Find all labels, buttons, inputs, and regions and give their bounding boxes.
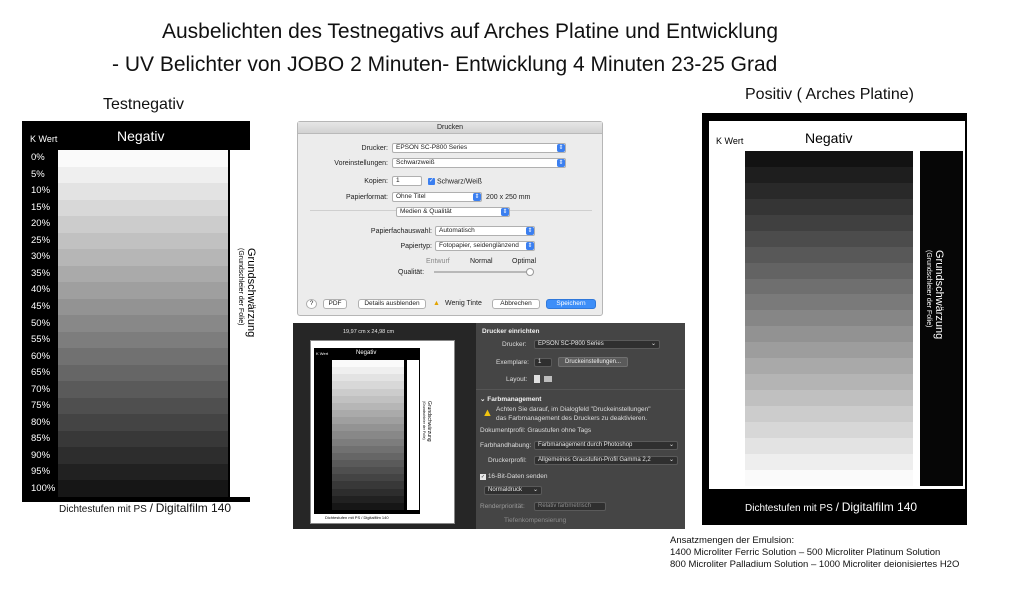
gray-step — [332, 389, 404, 396]
gray-step — [745, 263, 913, 279]
feed-select[interactable]: Automatisch ⇕ — [435, 226, 535, 236]
depth-comp-checkbox[interactable]: Tiefenkompensierung — [504, 517, 567, 524]
handling-label: Farbhandhabung: — [480, 442, 532, 449]
mini-step-wedge — [332, 360, 404, 510]
gray-step — [58, 150, 228, 167]
kwert-label: K Wert — [30, 134, 58, 144]
gray-step — [745, 438, 913, 454]
save-button[interactable]: Speichern — [546, 299, 596, 309]
kwert-step-label: 15% — [31, 201, 51, 213]
gray-step — [332, 467, 404, 474]
gray-step-wedge — [58, 150, 228, 497]
gray-step — [745, 247, 913, 263]
ps-copies-label: Exemplare: — [496, 359, 529, 366]
mini-strip — [407, 360, 419, 510]
paper-select[interactable]: Ohne Titel ⇕ — [392, 192, 482, 202]
hide-details-button[interactable]: Details ausblenden — [358, 299, 426, 309]
document-profile: Dokumentprofil: Graustufen ohne Tags — [480, 427, 592, 434]
printer-label: Drucker: — [361, 145, 388, 152]
bit16-checkbox[interactable]: ✓ 16-Bit-Daten senden — [480, 473, 548, 480]
gray-step — [58, 348, 228, 365]
kwert-step-label: 5% — [31, 168, 45, 180]
kwert-step-label: 40% — [31, 284, 51, 296]
ps-printer-select[interactable]: EPSON SC-P800 Series ⌄ — [534, 340, 660, 349]
ps-printer-label: Drucker: — [502, 341, 527, 348]
mini-panel — [314, 348, 420, 514]
layout-label: Layout: — [506, 376, 528, 383]
gray-step — [745, 279, 913, 295]
feed-label: Papierfachauswahl: — [370, 228, 432, 235]
gray-step — [745, 358, 913, 374]
color-mgmt-section[interactable]: ⌄ Farbmanagement — [480, 396, 542, 403]
emulsion-line-1: 1400 Microliter Ferric Solution – 500 Microliter Platinum Solution — [670, 547, 941, 558]
gray-step — [58, 365, 228, 382]
photoshop-print-dialog — [293, 323, 685, 529]
mini-header: Negativ — [356, 350, 377, 356]
kwert-step-label: 25% — [31, 234, 51, 246]
kwert-step-label: 90% — [31, 449, 51, 461]
gray-step — [332, 403, 404, 410]
kwert-step-label: 20% — [31, 218, 51, 230]
gray-step — [745, 199, 913, 215]
gray-step — [332, 410, 404, 417]
kwert-label-right: K Wert — [716, 136, 744, 146]
gray-step — [745, 231, 913, 247]
gray-step — [332, 453, 404, 460]
kwert-step-label: 80% — [31, 416, 51, 428]
kwert-step-label: 70% — [31, 383, 51, 395]
gray-step — [745, 183, 913, 199]
gray-step — [332, 474, 404, 481]
kwert-step-label: 75% — [31, 400, 51, 412]
gray-step — [745, 390, 913, 406]
gray-step — [332, 424, 404, 431]
kwert-step-label: 30% — [31, 251, 51, 263]
kwert-step-label: 35% — [31, 267, 51, 279]
printer-settings-button[interactable]: Druckeinstellungen... — [558, 357, 628, 367]
testnegativ-panel — [22, 121, 250, 502]
gray-step — [58, 282, 228, 299]
mini-side-label: Grundschwärzung (Grundschleier der Folie) — [422, 401, 432, 442]
gray-step — [58, 249, 228, 266]
kwert-step-label: 95% — [31, 466, 51, 478]
print-settings-pane — [476, 323, 685, 529]
section-select[interactable]: Medien & Qualität ⇕ — [396, 207, 510, 217]
gray-step — [332, 417, 404, 424]
warning-line-2: das Farbmanagement des Druckers zu deaktivieren. — [496, 415, 648, 422]
low-ink-text: Wenig Tinte — [445, 300, 482, 307]
copies-label: Kopien: — [364, 178, 388, 185]
warning-icon: ▲ — [433, 300, 440, 307]
profile-select[interactable]: Allgemeines Graustufen-Profil Gamma 2,2 ⌄ — [534, 456, 678, 465]
presets-select[interactable]: Schwarzweiß ⇕ — [392, 158, 566, 168]
negativ-header: Negativ — [117, 128, 165, 144]
emulsion-line-2: 800 Microliter Palladium Solution – 1000 Microliter deionisiertes H2O — [670, 559, 960, 570]
quality-slider[interactable] — [434, 271, 530, 273]
caption-left: Dichtestufen mit PS / Digitalfilm 140 — [59, 501, 232, 515]
quality-normal: Normal — [470, 258, 493, 265]
positiv-label: Positiv ( Arches Platine) — [745, 86, 914, 103]
normal-print-select[interactable]: Normaldruck ⌄ — [484, 486, 542, 495]
printer-select[interactable]: EPSON SC-P800 Series ⇕ — [392, 143, 566, 153]
kwert-step-label: 60% — [31, 350, 51, 362]
gray-step — [58, 447, 228, 464]
gray-step — [58, 480, 228, 497]
copies-input[interactable]: 1 — [392, 176, 422, 186]
quality-optimal: Optimal — [512, 258, 537, 265]
caption-right: Dichtestufen mit PS / Digitalfilm 140 — [745, 500, 918, 514]
gray-step — [745, 294, 913, 310]
preview-paper — [310, 340, 455, 524]
gray-step — [58, 414, 228, 431]
gray-step — [58, 431, 228, 448]
kwert-step-label: 0% — [31, 152, 45, 164]
kwert-step-label: 85% — [31, 433, 51, 445]
gray-step — [745, 167, 913, 183]
type-label: Papiertyp: — [400, 243, 432, 250]
gray-step — [58, 381, 228, 398]
gray-step — [58, 398, 228, 415]
gray-step — [745, 215, 913, 231]
gray-step — [332, 481, 404, 488]
help-button[interactable]: ? — [306, 299, 317, 309]
print-dialog — [297, 121, 603, 316]
title-line-2: - UV Belichter von JOBO 2 Minuten- Entwicklung 4 Minuten 23-25 Grad — [112, 53, 778, 76]
gray-step — [332, 439, 404, 446]
gray-step — [58, 266, 228, 283]
kwert-step-label: 55% — [31, 334, 51, 346]
negativ-header-right: Negativ — [805, 130, 853, 146]
print-preview-pane — [293, 323, 476, 529]
gray-step — [332, 396, 404, 403]
quality-draft: Entwurf — [426, 258, 450, 265]
gray-step — [332, 503, 404, 510]
gray-step — [58, 216, 228, 233]
gray-step — [745, 310, 913, 326]
paper-size: 200 x 250 mm — [486, 194, 531, 201]
gray-step — [332, 496, 404, 503]
ps-copies-input[interactable]: 1 — [534, 358, 552, 367]
gray-step — [58, 167, 228, 184]
gray-step — [58, 315, 228, 332]
gray-step — [332, 460, 404, 467]
gray-step — [58, 233, 228, 250]
kwert-step-label: 10% — [31, 185, 51, 197]
gray-step — [745, 342, 913, 358]
gray-step — [332, 446, 404, 453]
emulsion-heading: Ansatzmengen der Emulsion: — [670, 535, 795, 546]
handling-select[interactable]: Farbmanagement durch Photoshop ⌄ — [534, 441, 678, 450]
gray-step — [745, 151, 913, 167]
dialog-title: Drucken — [298, 122, 602, 134]
cancel-button[interactable]: Abbrechen — [492, 299, 540, 309]
mini-kwert: K Wert — [316, 351, 329, 356]
kwert-step-label: 100% — [31, 482, 56, 494]
side-label-right: Grundschwärzung (Grundschleier der Folie) — [925, 250, 945, 340]
gray-step — [745, 326, 913, 342]
type-select[interactable]: Fotopapier, seidenglänzend ⇕ — [435, 241, 535, 251]
gray-step — [745, 374, 913, 390]
gray-step — [58, 299, 228, 316]
quality-label: Qualität: — [398, 269, 425, 276]
ps-warning-icon: ▲ — [482, 407, 493, 419]
gray-step — [745, 470, 913, 486]
gray-step — [332, 431, 404, 438]
paper-label: Papierformat: — [345, 194, 388, 201]
gray-step — [745, 406, 913, 422]
kwert-step-label: 45% — [31, 300, 51, 312]
gray-step — [745, 454, 913, 470]
gray-step — [745, 422, 913, 438]
gray-step — [332, 489, 404, 496]
gray-step — [58, 183, 228, 200]
gray-step — [332, 381, 404, 388]
quality-slider-thumb[interactable] — [526, 268, 534, 276]
title-line-1: Ausbelichten des Testnegativs auf Arches Platine und Entwicklung — [162, 20, 778, 43]
side-label-left: Grundschwärzung (Grundschleier der Folie) — [237, 248, 257, 338]
intent-label: Renderpriorität: — [480, 503, 525, 510]
gray-step — [332, 367, 404, 374]
profile-label: Druckerprofil: — [488, 457, 527, 464]
pdf-button[interactable]: PDF — [323, 299, 347, 309]
setup-title: Drucker einrichten — [482, 328, 540, 335]
gray-step — [58, 332, 228, 349]
landscape-icon[interactable] — [544, 376, 552, 382]
kwert-step-label: 65% — [31, 367, 51, 379]
intent-select[interactable]: Relativ farbmetrisch — [534, 502, 606, 511]
kwert-step-label: 50% — [31, 317, 51, 329]
gray-step — [58, 200, 228, 217]
portrait-icon[interactable] — [534, 375, 540, 383]
gray-step — [332, 360, 404, 367]
testnegativ-label: Testnegativ — [103, 96, 184, 113]
mini-caption: Dichtestufen mit PS / Digitalfilm 140 — [325, 515, 389, 520]
bw-checkbox[interactable]: ✓ Schwarz/Weiß — [428, 178, 482, 186]
gray-step — [332, 374, 404, 381]
warning-line-1: Achten Sie darauf, im Dialogfeld "Druckeinstellungen" — [496, 406, 651, 413]
printed-step-wedge — [745, 151, 913, 486]
gray-step — [58, 464, 228, 481]
presets-label: Voreinstellungen: — [334, 160, 388, 167]
page-dimensions: 19,97 cm x 24,98 cm — [343, 329, 395, 335]
